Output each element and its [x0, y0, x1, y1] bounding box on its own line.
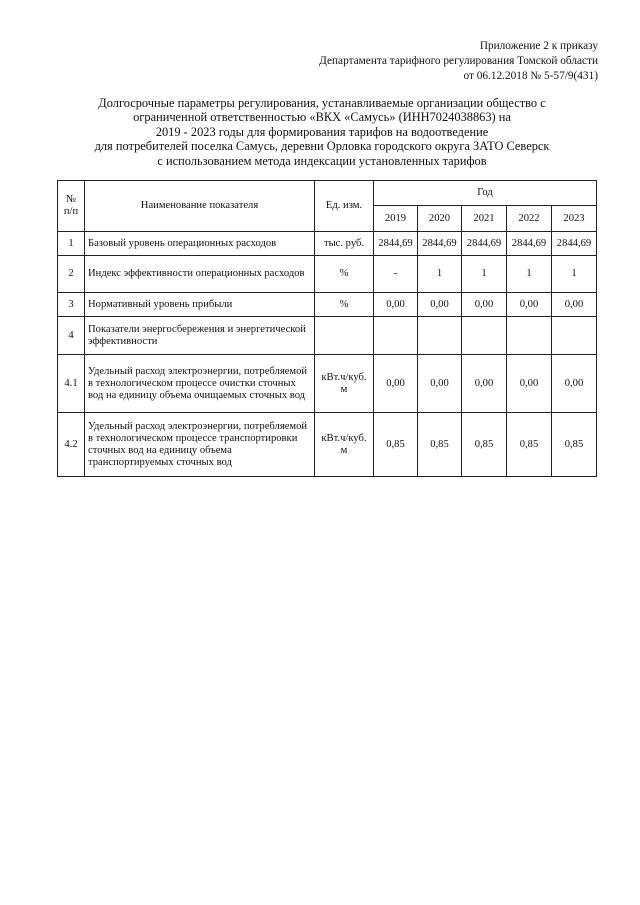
row-value: 0,00: [374, 293, 418, 317]
header-unit: Ед. изм.: [315, 181, 374, 232]
row-value: 0,00: [374, 355, 418, 413]
header-row-1: [58, 181, 597, 206]
row-unit: %: [315, 256, 374, 293]
table-row: [58, 256, 597, 293]
row-value: 0,00: [462, 355, 507, 413]
row-num: 1: [58, 232, 85, 256]
row-value: 1: [552, 256, 597, 293]
row-value: 2844,69: [552, 232, 597, 256]
row-unit: %: [315, 293, 374, 317]
header-year-group: Год: [374, 181, 597, 206]
row-num: 4: [58, 317, 85, 355]
row-value: 1: [462, 256, 507, 293]
header-year: 2022: [507, 206, 552, 232]
row-value: 1: [418, 256, 462, 293]
title-line-2: ограниченной ответственностью «ВКХ «Самусь» (ИНН7024038863) на: [133, 110, 511, 125]
row-value: 2844,69: [418, 232, 462, 256]
row-value: 0,85: [462, 413, 507, 477]
row-value: 0,85: [507, 413, 552, 477]
table-row: [58, 293, 597, 317]
header-year: 2019: [374, 206, 418, 232]
row-value: -: [374, 256, 418, 293]
regulation-parameters-table: [57, 180, 597, 477]
table-row: [58, 317, 597, 355]
row-unit: [315, 317, 374, 355]
title-line-5: с использованием метода индексации установленных тарифов: [157, 153, 487, 168]
title-line-1: Долгосрочные параметры регулирования, устанавливаемые организации общество с: [98, 96, 546, 110]
row-unit: кВт.ч/куб. м: [315, 355, 374, 413]
row-value: 0,85: [418, 413, 462, 477]
appendix-line: Приложение 2 к приказу: [479, 40, 598, 52]
row-value: 2844,69: [462, 232, 507, 256]
row-name: Удельный расход электроэнергии, потребляемой в технологическом процессе транспортировки сточных вод на единицу объема транспортируемых сточных вод: [85, 413, 315, 477]
row-value: [418, 317, 462, 355]
order-reference: [319, 39, 598, 84]
row-value: 0,00: [552, 355, 597, 413]
row-value: [507, 317, 552, 355]
row-value: 0,00: [418, 293, 462, 317]
row-value: 1: [507, 256, 552, 293]
row-value: [374, 317, 418, 355]
row-num: 4.1: [58, 355, 85, 413]
order-date-line: от 06.12.2018 № 5-57/9(431): [463, 70, 598, 82]
department-line: Департамента тарифного регулирования Томской области: [319, 55, 598, 67]
row-value: [552, 317, 597, 355]
row-value: 0,00: [552, 293, 597, 317]
table-row: [58, 355, 597, 413]
title-line-4: для потребителей поселка Самусь, деревни Орловка городского округа ЗАТО Северск: [94, 139, 550, 154]
header-year: 2023: [552, 206, 597, 232]
row-name: Нормативный уровень прибыли: [85, 293, 315, 317]
row-value: 0,85: [552, 413, 597, 477]
row-name: Удельный расход электроэнергии, потребляемой в технологическом процессе очистки сточных вод на единицу объема очищаемых сточных вод: [85, 355, 315, 413]
row-value: 2844,69: [507, 232, 552, 256]
header-name: Наименование показателя: [85, 181, 315, 232]
row-name: Базовый уровень операционных расходов: [85, 232, 315, 256]
row-name: Показатели энергосбережения и энергетической эффективности: [85, 317, 315, 355]
title-line-3: 2019 - 2023 годы для формирования тарифов на водоотведение: [155, 124, 489, 139]
row-name: Индекс эффективности операционных расходов: [85, 256, 315, 293]
row-value: [462, 317, 507, 355]
row-value: 0,00: [462, 293, 507, 317]
row-value: 0,00: [507, 355, 552, 413]
row-num: 2: [58, 256, 85, 293]
row-value: 0,00: [418, 355, 462, 413]
row-unit: кВт.ч/куб. м: [315, 413, 374, 477]
row-value: 0,00: [507, 293, 552, 317]
document-title: [40, 96, 604, 168]
row-unit: тыс. руб.: [315, 232, 374, 256]
header-year: 2021: [462, 206, 507, 232]
row-num: 4.2: [58, 413, 85, 477]
table-row: [58, 413, 597, 477]
row-value: 0,85: [374, 413, 418, 477]
row-value: 2844,69: [374, 232, 418, 256]
header-num: № п/п: [58, 181, 85, 232]
row-num: 3: [58, 293, 85, 317]
table-row: [58, 232, 597, 256]
header-year: 2020: [418, 206, 462, 232]
